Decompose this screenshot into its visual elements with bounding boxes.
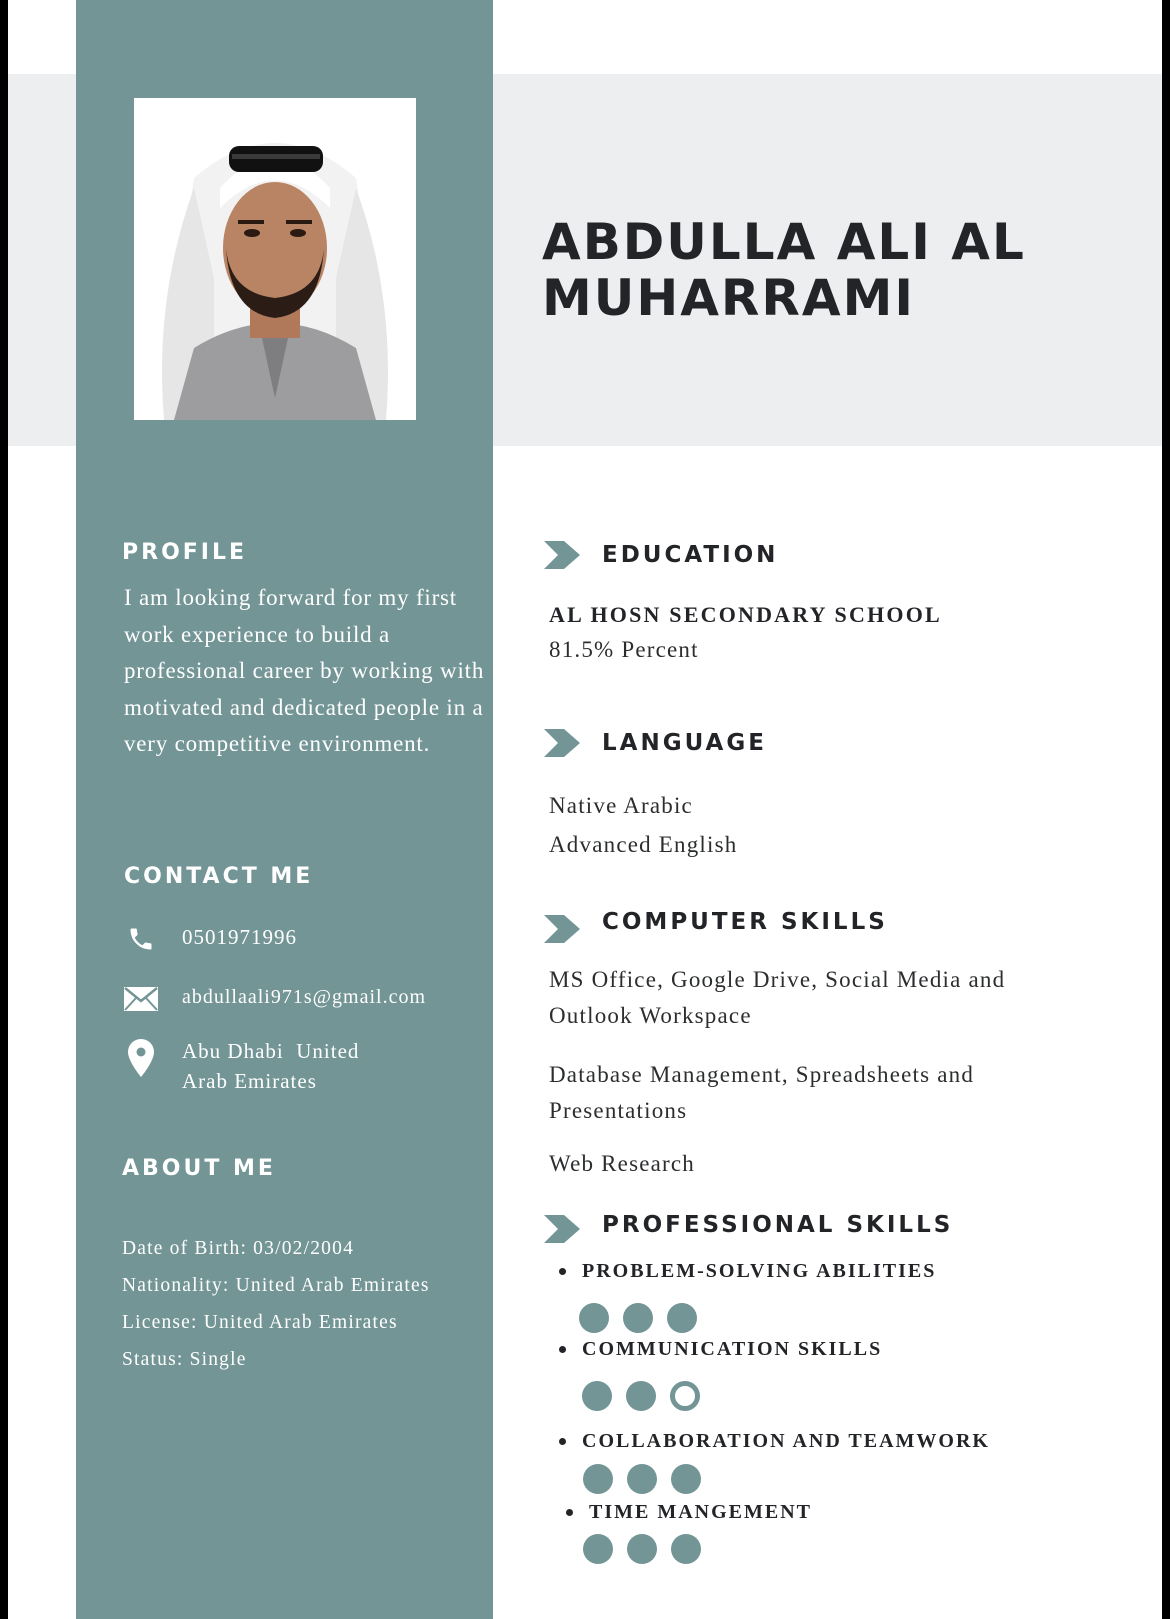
skill-rating (583, 1464, 715, 1494)
rating-dot-filled (583, 1464, 613, 1494)
portrait-illustration (134, 98, 416, 420)
chevron-right-icon (542, 728, 582, 758)
about-heading: ABOUT ME (122, 1156, 276, 1181)
rating-dot-filled (671, 1464, 701, 1494)
phone-icon (120, 922, 162, 956)
skill-item (566, 1501, 812, 1524)
profile-text: I am looking forward for my first work experience to build a professional career by working with motivated and dedicated people in a very competitive environment. (124, 585, 485, 756)
language-item: Advanced English (549, 832, 738, 857)
computer-skill-item: Database Management, Spreadsheets and Presentations (549, 1062, 975, 1123)
professional-skills-heading: PROFESSIONAL SKILLS (602, 1212, 954, 1238)
contact-email-row (120, 982, 426, 1016)
rating-dot-filled (667, 1303, 697, 1333)
skill-rating (582, 1381, 714, 1411)
contact-address (182, 1036, 359, 1096)
about-status: Status: Single (122, 1349, 247, 1370)
computer-skills-section-header (542, 900, 888, 944)
rating-dot-filled (583, 1534, 613, 1564)
skill-rating (579, 1303, 711, 1333)
chevron-right-icon (542, 914, 582, 944)
envelope-icon (120, 982, 162, 1016)
skill-rating (583, 1534, 715, 1564)
education-section-header (542, 540, 778, 570)
about-nationality: Nationality: United Arab Emirates (122, 1275, 430, 1296)
bullet-icon (559, 1346, 566, 1353)
computer-skill-item: Web Research (549, 1151, 696, 1176)
rating-dot-filled (671, 1534, 701, 1564)
address-line-1: Abu Dhabi United (182, 1039, 360, 1063)
education-heading: EDUCATION (602, 542, 779, 568)
education-school: AL HOSN SECONDARY SCHOOL (549, 602, 942, 627)
skill-label: COLLABORATION AND TEAMWORK (582, 1430, 990, 1452)
rating-dot-filled (627, 1534, 657, 1564)
language-heading: LANGUAGE (602, 730, 767, 756)
profile-heading: PROFILE (122, 540, 248, 565)
language-list (549, 786, 1069, 864)
resume-page (8, 0, 1162, 1619)
rating-dot-filled (582, 1381, 612, 1411)
rating-dot-filled (626, 1381, 656, 1411)
profile-photo (134, 98, 416, 420)
skill-item (559, 1338, 882, 1361)
skill-item (559, 1260, 936, 1283)
computer-skill-item: MS Office, Google Drive, Social Media and Outlook Workspace (549, 967, 1006, 1028)
skill-label: PROBLEM-SOLVING ABILITIES (582, 1260, 937, 1282)
contact-phone[interactable]: 0501971996 (182, 925, 297, 949)
language-section-header (542, 728, 767, 758)
computer-skills-heading: COMPUTER SKILLS (602, 909, 888, 935)
rating-dot-filled (627, 1464, 657, 1494)
contact-phone-row (120, 922, 297, 956)
rating-dot-empty (670, 1381, 700, 1411)
language-item: Native Arabic (549, 793, 693, 818)
about-dob: Date of Birth: 03/02/2004 (122, 1238, 355, 1259)
bullet-icon (559, 1268, 566, 1275)
location-pin-icon (120, 1036, 162, 1080)
bullet-icon (566, 1509, 573, 1516)
education-grade: 81.5% Percent (549, 637, 699, 662)
address-line-2: Arab Emirates (182, 1069, 317, 1093)
candidate-name: ABDULLA ALI AL MUHARRAMI (542, 213, 1026, 327)
skill-item (559, 1430, 990, 1453)
rating-dot-filled (579, 1303, 609, 1333)
bullet-icon (559, 1438, 566, 1445)
skill-label: TIME MANGEMENT (589, 1501, 812, 1523)
chevron-right-icon (542, 540, 582, 570)
professional-skills-section-header (542, 1206, 953, 1244)
contact-address-row (120, 1036, 359, 1096)
contact-heading: CONTACT ME (124, 864, 314, 889)
rating-dot-filled (623, 1303, 653, 1333)
skill-label: COMMUNICATION SKILLS (582, 1338, 883, 1360)
about-list (122, 1230, 492, 1378)
chevron-right-icon (542, 1214, 582, 1244)
contact-email[interactable]: abdullaali971s@gmail.com (182, 986, 427, 1008)
about-license: License: United Arab Emirates (122, 1312, 398, 1333)
